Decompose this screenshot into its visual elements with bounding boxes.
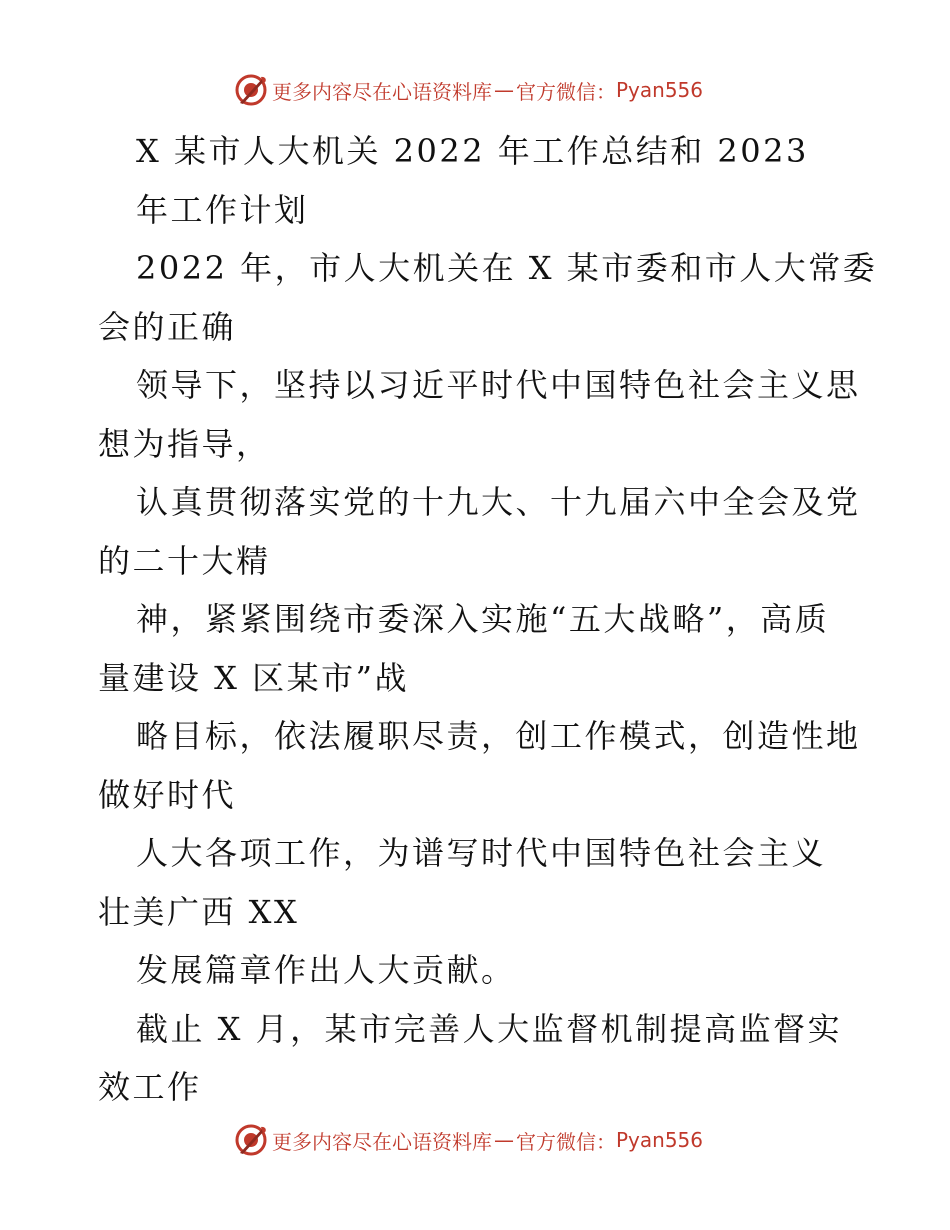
- watermark-header: [234, 72, 703, 108]
- text-line: 认真贯彻落实党的十九大、十九届六中全会及党: [136, 483, 861, 521]
- text-line: 效工作: [98, 1068, 202, 1106]
- watermark-footer: [234, 1122, 703, 1158]
- text-line: 神，紧紧围绕市委深入实施“五大战略”，高质: [136, 600, 830, 638]
- watermark-contact-label: 官方微信：: [516, 79, 616, 104]
- text-line: 2022 年，市人大机关在 X 某市委和市人大常委: [136, 249, 878, 287]
- text-line: 略目标，依法履职尽责，创工作模式，创造性地: [136, 717, 861, 755]
- text-line: X 某市人大机关 2022 年工作总结和 2023: [136, 132, 809, 170]
- document-body: [98, 122, 878, 1117]
- text-line: 会的正确: [98, 307, 237, 346]
- watermark-contact-label: 官方微信：: [516, 1129, 616, 1154]
- text-line: 壮美广西 XX: [98, 892, 300, 931]
- watermark-separator: —: [494, 1128, 514, 1152]
- text-line: 的二十大精: [98, 541, 271, 580]
- text-line: 年工作计划: [136, 190, 309, 229]
- watermark-separator: —: [494, 78, 514, 102]
- watermark-contact-handle: Pyan556: [616, 1128, 704, 1152]
- text-line: 量建设 X 区某市”战: [98, 658, 409, 697]
- watermark-site-text: 更多内容尽在心语资料库: [272, 79, 492, 104]
- text-line: 截止 X 月，某市完善人大监督机制提高监督实: [136, 1009, 843, 1048]
- text-line: 发展篇章作出人大贡献。: [136, 951, 516, 989]
- text-line: 领导下，坚持以习近平时代中国特色社会主义思: [136, 366, 861, 404]
- text-line: 人大各项工作，为谱写时代中国特色社会主义: [136, 834, 827, 872]
- text-line: 做好时代: [98, 775, 237, 814]
- quill-logo-icon: [234, 1123, 268, 1157]
- watermark-contact-handle: Pyan556: [616, 78, 704, 102]
- text-line: 想为指导，: [98, 424, 271, 463]
- quill-logo-icon: [234, 73, 268, 107]
- watermark-site-text: 更多内容尽在心语资料库: [272, 1129, 492, 1154]
